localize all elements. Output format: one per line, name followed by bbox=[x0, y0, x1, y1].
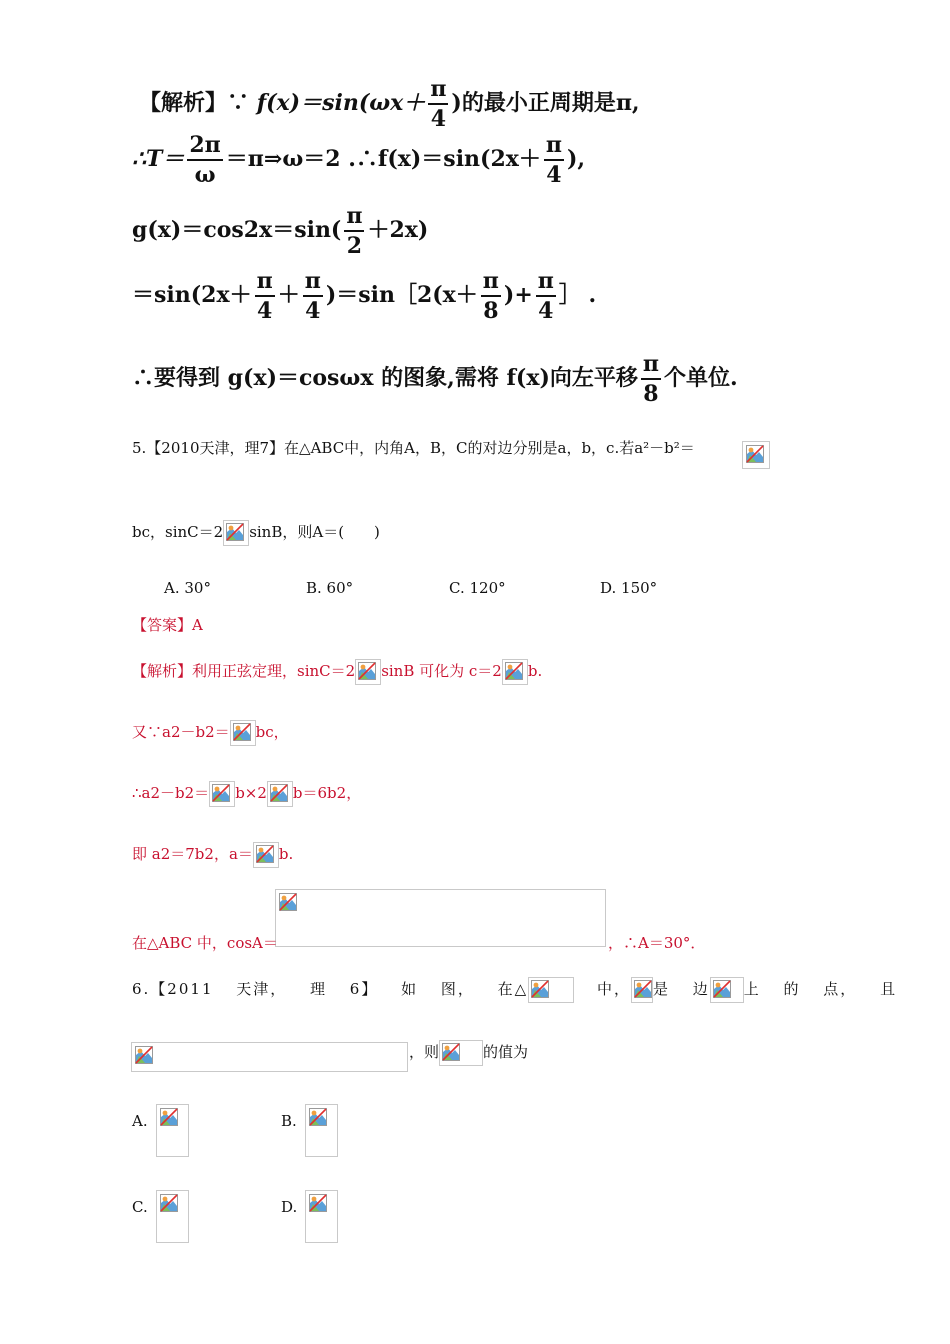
fraction-pi-over-4: $\frac{\pi}{4}$ bbox=[545, 132, 562, 188]
fraction-pi-over-8: $\frac{\pi}{8}$ bbox=[482, 268, 499, 324]
solution-line-5: ∴要得到 g(x)＝cosωx 的图象,需将 f(x)向左平移 $\frac{\pi}{8}$ 个单位. bbox=[132, 351, 738, 407]
q5-solution-line-5a: 在△ABC 中，cosA＝ bbox=[132, 934, 278, 952]
q5-option-c[interactable]: C. 120° bbox=[449, 579, 506, 597]
solution-line-4: ＝sin(2x＋ $\frac{\pi}{4}$ ＋ $\frac{\pi}{4}$ )＝sin［2(x＋ $\frac{\pi}{8}$ )+ $\frac{\pi}{4}$ ］ . bbox=[132, 268, 597, 324]
broken-image-icon bbox=[710, 977, 744, 1003]
fraction-pi-over-8: $\frac{\pi}{8}$ bbox=[642, 351, 659, 407]
q5-solution-line-4: 即 a2＝7b2，a＝ b. bbox=[132, 842, 293, 868]
fraction-pi-over-4: $\frac{\pi}{4}$ bbox=[430, 76, 447, 132]
broken-image-icon bbox=[305, 1104, 338, 1157]
fraction-pi-over-4: $\frac{\pi}{4}$ bbox=[304, 268, 321, 324]
q6-stem-line-1: 6.【2011 天津， 理 6】 如 图， 在△ 中， 是 边 上 的 点， 且 bbox=[132, 977, 897, 1003]
q5-option-a[interactable]: A. 30° bbox=[164, 579, 211, 597]
broken-image-icon bbox=[156, 1104, 189, 1157]
broken-image-icon bbox=[275, 889, 606, 947]
broken-image-icon bbox=[355, 659, 381, 685]
q6-option-a-label[interactable]: A. bbox=[132, 1112, 148, 1130]
q5-solution-line-3: ∴a2－b2＝ b×2 b＝6b2， bbox=[132, 781, 361, 807]
broken-image-icon bbox=[528, 977, 574, 1003]
q6-stem-line-2: ，则 的值为 bbox=[409, 1040, 528, 1066]
broken-image-icon bbox=[131, 1042, 408, 1072]
broken-image-icon bbox=[156, 1190, 189, 1243]
q6-option-d-label[interactable]: D. bbox=[281, 1198, 298, 1216]
q5-answer: 【答案】A bbox=[132, 616, 203, 634]
q6-option-c-label[interactable]: C. bbox=[132, 1198, 148, 1216]
fraction-pi-over-4: $\frac{\pi}{4}$ bbox=[537, 268, 554, 324]
fraction-2pi-over-omega: $\frac{2\pi}{\omega}$ bbox=[189, 132, 221, 188]
q6-option-b-label[interactable]: B. bbox=[281, 1112, 297, 1130]
q5-option-b[interactable]: B. 60° bbox=[306, 579, 354, 597]
broken-image-icon bbox=[631, 977, 653, 1003]
broken-image-icon bbox=[305, 1190, 338, 1243]
fraction-pi-over-2: $\frac{\pi}{2}$ bbox=[346, 203, 363, 259]
q5-stem-line-1: 5.【2010天津，理7】在△ABC中，内角A，B，C的对边分别是a，b，c.若a²－b²＝ bbox=[132, 439, 695, 457]
broken-image-icon bbox=[230, 720, 256, 746]
solution-line-2: ∴T＝ $\frac{2\pi}{\omega}$ ＝π⇒ω＝2 .∴f(x)＝sin(2x＋ $\frac{\pi}{4}$ ), bbox=[132, 132, 586, 188]
broken-image-icon bbox=[223, 520, 249, 546]
q5-solution-line-2: 又∵a2－b2＝ bc， bbox=[132, 720, 289, 746]
q5-stem-line-2: bc，sinC＝2 sinB，则A＝( ) bbox=[132, 520, 380, 546]
broken-image-icon bbox=[742, 441, 770, 469]
q5-solution-line-5b: ，∴A＝30°． bbox=[608, 934, 706, 952]
broken-image-icon bbox=[502, 659, 528, 685]
broken-image-icon bbox=[439, 1040, 483, 1066]
solution-line-1: 【解析】∵ f(x)＝sin(ωx＋ $\frac{\pi}{4}$ )的最小正周期是π, bbox=[139, 76, 640, 132]
broken-image-icon bbox=[209, 781, 235, 807]
solution-line-3: g(x)＝cos2x＝sin( $\frac{\pi}{2}$ ＋2x) bbox=[132, 203, 429, 259]
broken-image-icon bbox=[267, 781, 293, 807]
broken-image-icon bbox=[253, 842, 279, 868]
q5-solution-line-1: 【解析】利用正弦定理，sinC＝2 sinB 可化为 c＝2 b. bbox=[132, 659, 542, 685]
q5-option-d[interactable]: D. 150° bbox=[600, 579, 658, 597]
fraction-pi-over-4: $\frac{\pi}{4}$ bbox=[256, 268, 273, 324]
